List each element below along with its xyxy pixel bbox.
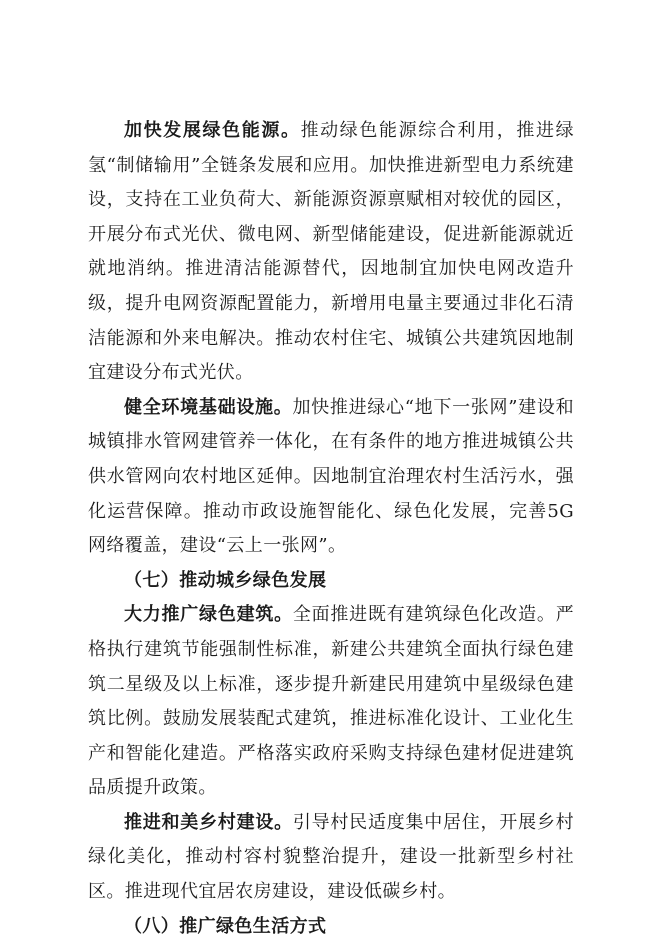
section-heading-7: （七）推动城乡绿色发展 bbox=[124, 569, 327, 591]
document-body bbox=[88, 114, 574, 944]
paragraph-rural-construction bbox=[88, 806, 574, 910]
paragraph-green-energy bbox=[88, 114, 574, 391]
paragraph-text: 加快推进绿心“地下一张网”建设和城镇排水管网建管养一体化，在有条件的地方推进城镇公共供水管网向农村地区延伸。因地制宜治理农村生活污水，强化运营保障。推动市政设施智能化、绿色化发展，完善5G网络覆盖，建设“云上一张网”。 bbox=[88, 396, 574, 557]
paragraph-lead: 加快发展绿色能源。 bbox=[124, 120, 301, 141]
paragraph-text: 推动绿色能源综合利用，推进绿氢“制储输用”全链条发展和应用。加快推进新型电力系统建设，支持在工业负荷大、新能源资源禀赋相对较优的园区，开展分布式光伏、微电网、新型储能建设，促进新能源就近就地消纳。推进清洁能源替代，因地制宜加快电网改造升级，提升电网资源配置能力，新增用电量主要通过非化石清洁能源和外来电解决。推动农村住宅、城镇公共建筑因地制宜建设分布式光伏。 bbox=[88, 120, 574, 384]
paragraph-environmental-infrastructure bbox=[88, 391, 574, 564]
paragraph-text: 引导村民适度集中居住，开展乡村绿化美化，推动村容村貌整治提升，建设一批新型乡村社区。推进现代宜居农房建设，建设低碳乡村。 bbox=[88, 811, 574, 903]
paragraph-text: 全面推进既有建筑绿色化改造。严格执行建筑节能强制性标准，新建公共建筑全面执行绿色建筑二星级及以上标准，逐步提升新建民用建筑中星级绿色建筑比例。鼓励发展装配式建筑，推进标准化设计、工业化生产和智能化建造。严格落实政府采购支持绿色建材促进建筑品质提升政策。 bbox=[88, 604, 574, 799]
paragraph-green-buildings bbox=[88, 598, 574, 806]
paragraph-lead: 推进和美乡村建设。 bbox=[124, 811, 293, 833]
paragraph-lead: 健全环境基础设施。 bbox=[124, 396, 293, 418]
paragraph-lead: 大力推广绿色建筑。 bbox=[124, 604, 293, 626]
section-heading-8: （八）推广绿色生活方式 bbox=[124, 915, 327, 937]
